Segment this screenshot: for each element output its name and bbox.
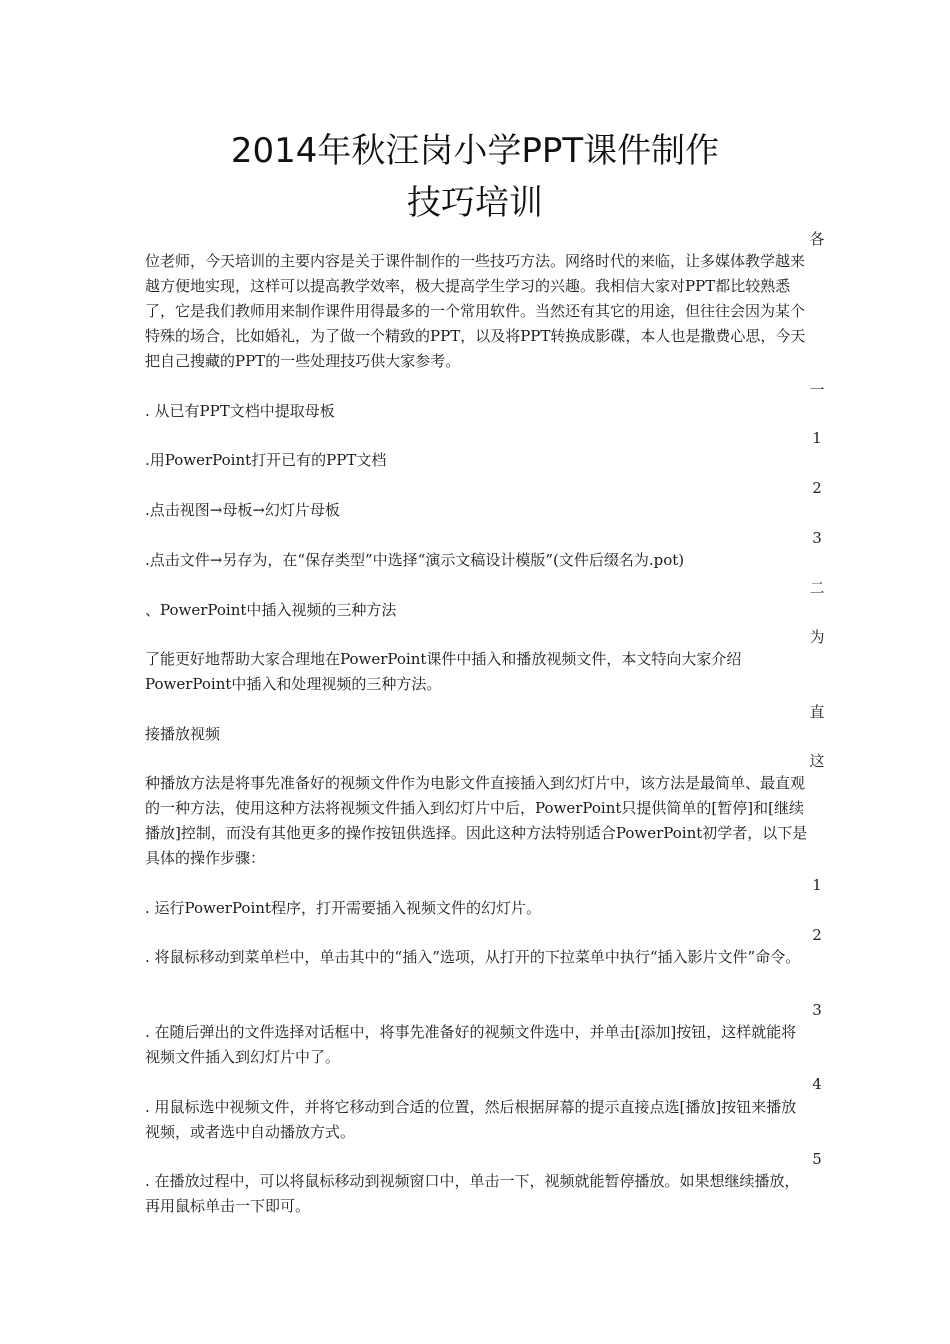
document-title-line2: 技巧培训: [407, 183, 543, 223]
section1-number: 一: [809, 381, 825, 399]
section1-step2-text: .点击视图→母板→幻灯片母板: [145, 501, 340, 519]
section2-number: 二: [809, 579, 825, 597]
method1-step2-text: . 将鼠标移动到菜单栏中，单击其中的“插入”选项，从打开的下拉菜单中执行“插入影片文件”命令。: [145, 948, 801, 966]
section1-step1-number: 1: [812, 429, 822, 447]
method1-step1-number: 1: [812, 876, 822, 894]
method1-lead-char: 直: [809, 703, 825, 721]
section1-step1-text: .用PowerPoint打开已有的PPT文档: [145, 451, 387, 469]
section1-step3-text: .点击文件→另存为，在“保存类型”中选择“演示文稿设计模版”(文件后缀名为.pot): [145, 551, 685, 569]
method1-step1-text: . 运行PowerPoint程序，打开需要插入视频文件的幻灯片。: [145, 899, 541, 917]
method1-step3-number: 3: [812, 1001, 822, 1019]
method1-step4-number: 4: [812, 1075, 822, 1093]
section1-heading: . 从已有PPT文档中提取母板: [145, 402, 335, 420]
method1-step3-text: . 在随后弹出的文件选择对话框中，将事先准备好的视频文件选中，并单击[添加]按钮，这样就能将视频文件插入到幻灯片中了。: [145, 1023, 797, 1066]
section2-intro-paragraph: 了能更好地帮助大家合理地在PowerPoint课件中插入和播放视频文件，本文特向大家介绍PowerPoint中插入和处理视频的三种方法。: [145, 650, 742, 693]
section2-intro-lead-char: 为: [809, 628, 825, 646]
method1-step2-number: 2: [812, 926, 822, 944]
method1-step5-text: . 在播放过程中，可以将鼠标移动到视频窗口中，单击一下，视频就能暂停播放。如果想继续播放，再用鼠标单击一下即可。: [145, 1172, 800, 1215]
method1-desc-paragraph: 种播放方法是将事先准备好的视频文件作为电影文件直接插入到幻灯片中，该方法是最简单、最直观的一种方法，使用这种方法将视频文件插入到幻灯片中后，PowerPoint只提供简单的[暂停]和[继续播放]控制，而没有其他更多的操作按钮供选择。因此这种方法特别适合PowerPoint初学者，以下是具体的操作步骤：: [145, 774, 808, 867]
section1-step3-number: 3: [812, 529, 822, 547]
section1-step2-number: 2: [812, 479, 822, 497]
document-title-line1: 2014年秋汪岗小学PPT课件制作: [230, 131, 720, 171]
method1-step5-number: 5: [812, 1150, 822, 1168]
method1-desc-lead-char: 这: [809, 752, 825, 770]
section2-heading: 、PowerPoint中插入视频的三种方法: [145, 601, 397, 619]
method1-heading: 接播放视频: [145, 725, 221, 743]
method1-step4-text: . 用鼠标选中视频文件，并将它移动到合适的位置，然后根据屏幕的提示直接点选[播放]按钮来播放视频，或者选中自动播放方式。: [145, 1098, 797, 1141]
intro-lead-char: 各: [809, 230, 825, 248]
intro-paragraph: 位老师，今天培训的主要内容是关于课件制作的一些技巧方法。网络时代的来临，让多媒体教学越来越方便地实现，这样可以提高教学效率，极大提高学生学习的兴趣。我相信大家对PPT都比较熟悉了，它是我们教师用来制作课件用得最多的一个常用软件。当然还有其它的用途，但往往会因为某个特殊的场合，比如婚礼，为了做一个精致的PPT，以及将PPT转换成影碟，本人也是撒费心思，今天把自己搜藏的PPT的一些处理技巧供大家参考。: [145, 252, 806, 370]
